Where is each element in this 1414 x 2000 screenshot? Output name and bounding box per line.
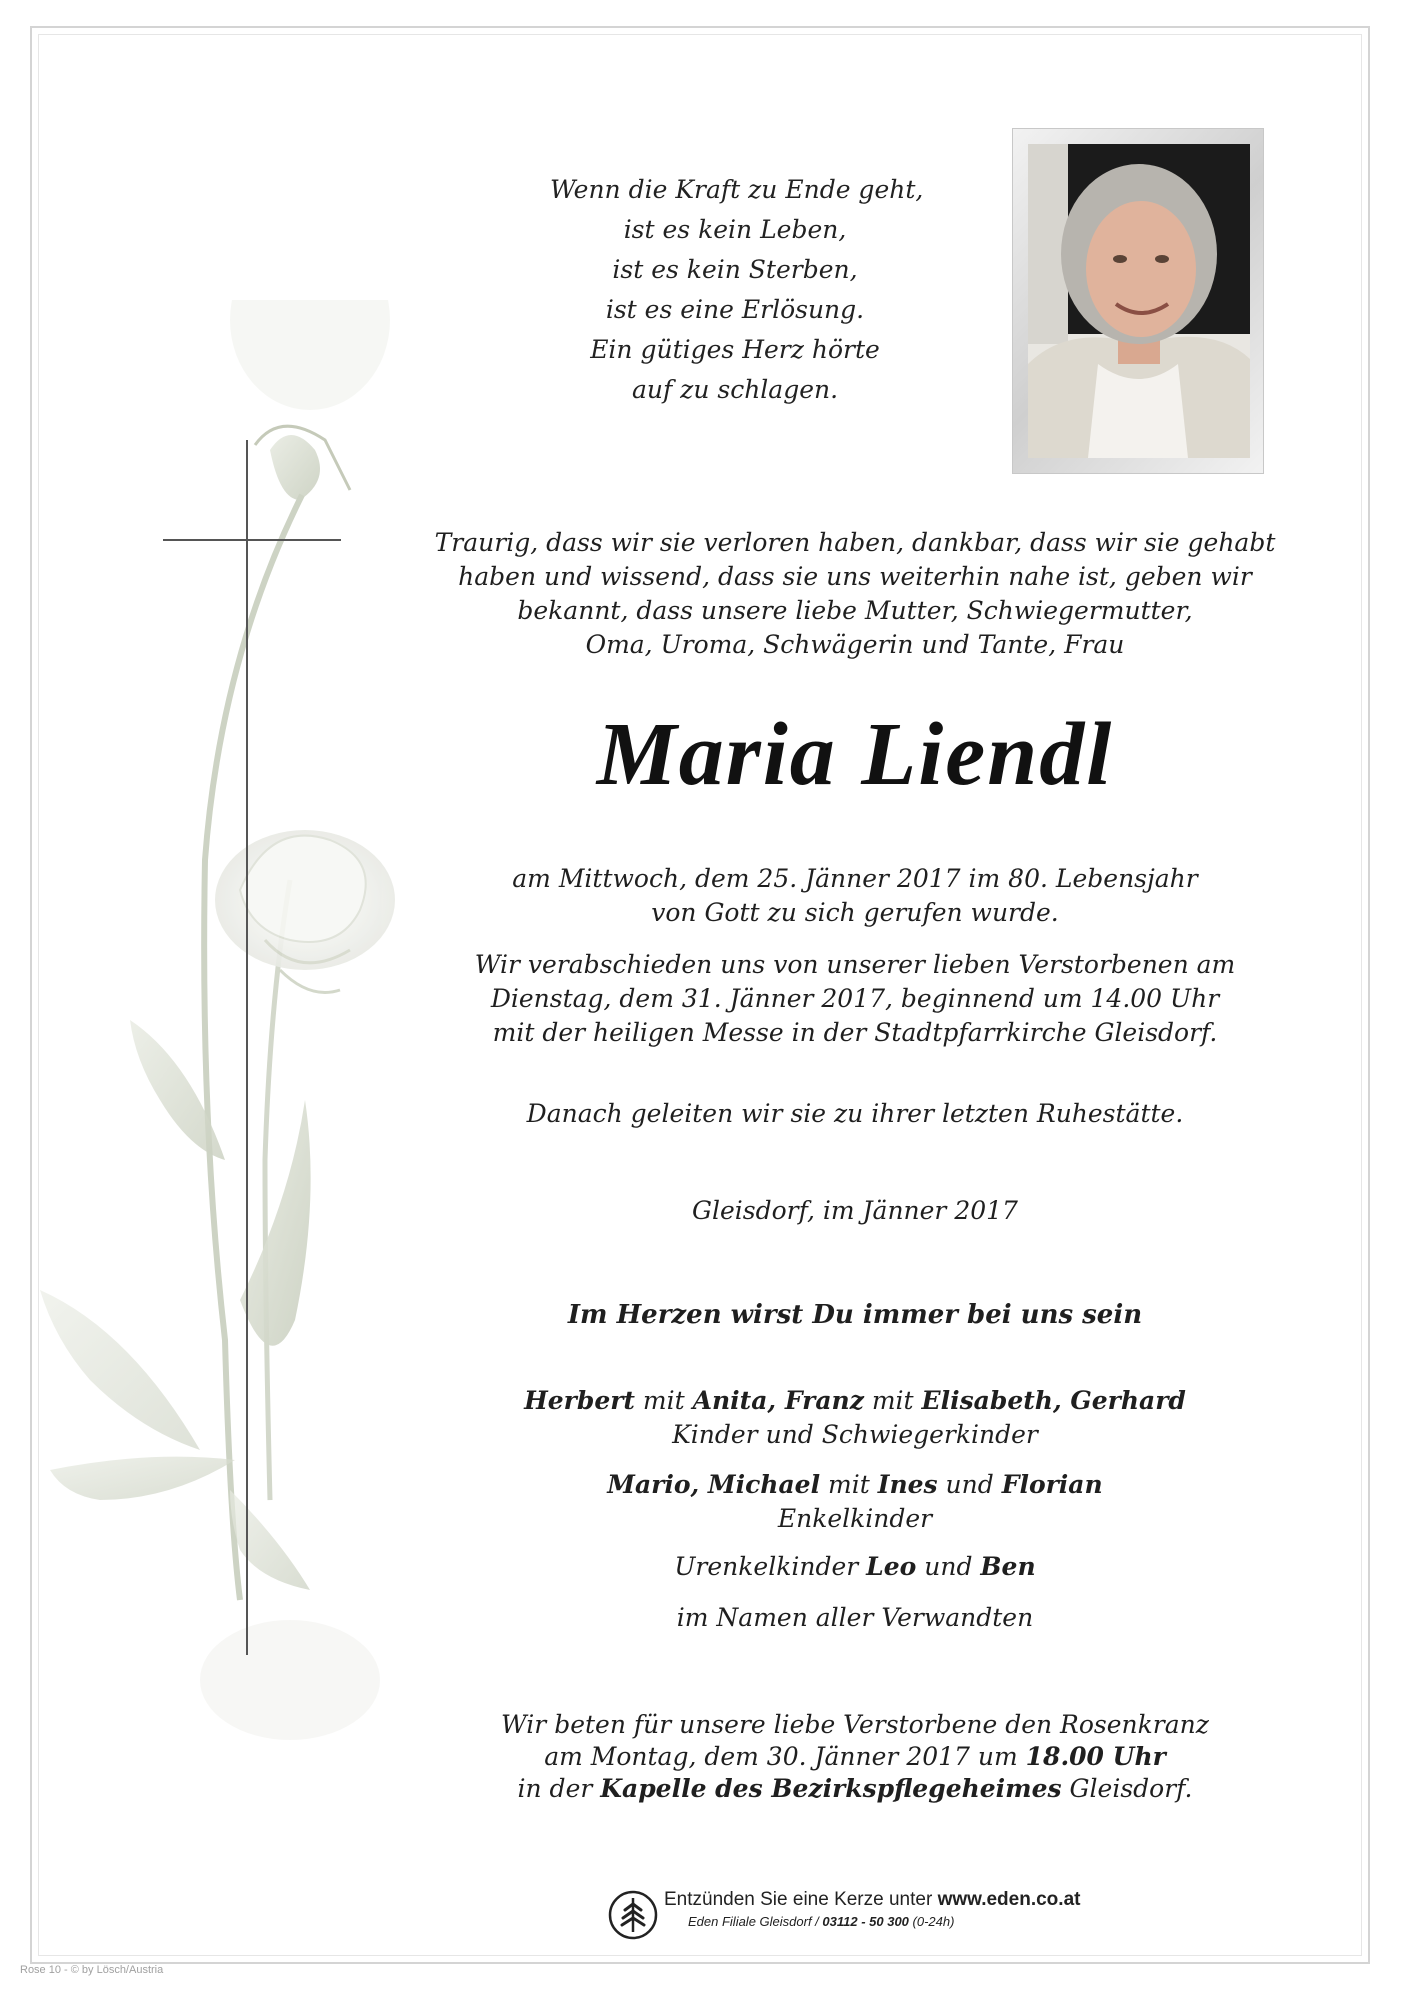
family-name: Herbert: [524, 1386, 635, 1415]
family-name: Anita, Franz: [692, 1386, 864, 1415]
service-line: mit der heiligen Messe in der Stadtpfarrkirche Gleisdorf.: [492, 1018, 1218, 1047]
poem-line: auf zu schlagen.: [631, 375, 839, 404]
service-info: [400, 948, 1310, 1050]
family-name: Elisabeth, Gerhard: [921, 1386, 1186, 1415]
poem-line: ist es kein Sterben,: [612, 255, 858, 284]
intro-line: haben und wissend, dass sie uns weiterhin nahe ist, geben wir: [458, 562, 1252, 591]
death-line: von Gott zu sich gerufen wurde.: [651, 898, 1059, 927]
family-name: Florian: [1001, 1470, 1103, 1499]
family-role: Enkelkinder: [777, 1504, 933, 1533]
intro-line: bekannt, dass unsere liebe Mutter, Schwiegermutter,: [517, 596, 1193, 625]
poem-line: Ein gütiges Herz hörte: [590, 335, 880, 364]
service-line: Wir verabschieden uns von unserer lieben Verstorbenen am: [474, 950, 1236, 979]
intro-text: [400, 526, 1310, 662]
family-grandchildren: Mario, Michael mit Ines und Florian Enkelkinder: [400, 1468, 1310, 1536]
family-name: Leo: [866, 1552, 917, 1581]
burial-note: Danach geleiten wir sie zu ihrer letzten Ruhestätte.: [526, 1099, 1184, 1128]
poem-line: Wenn die Kraft zu Ende geht,: [550, 175, 924, 204]
family-children: Herbert mit Anita, Franz mit Elisabeth, Gerhard Kinder und Schwiegerkinder: [400, 1384, 1310, 1452]
rose-flower-icon: [40, 300, 420, 1780]
family-relatives: im Namen aller Verwandten: [676, 1603, 1034, 1632]
phone-number: 03112 - 50 300: [822, 1914, 909, 1929]
copyright: Rose 10 - © by Lösch/Austria: [20, 1964, 164, 1976]
deceased-name: Maria Liendl: [596, 705, 1114, 804]
poem-line: ist es eine Erlösung.: [605, 295, 865, 324]
footer: Entzünden Sie eine Kerze unter www.eden.co.at Eden Filiale Gleisdorf / 03112 - 50 300 (0-24h): [664, 1889, 1081, 1929]
intro-line: Traurig, dass wir sie verloren haben, dankbar, dass wir sie gehabt: [434, 528, 1276, 557]
motto: Im Herzen wirst Du immer bei uns sein: [567, 1300, 1143, 1330]
family-name: Ben: [980, 1552, 1036, 1581]
website-link[interactable]: www.eden.co.at: [937, 1889, 1081, 1910]
intro-line: Oma, Uroma, Schwägerin und Tante, Frau: [585, 630, 1125, 659]
poem-line: ist es kein Leben,: [623, 215, 847, 244]
family-name: Mario, Michael: [607, 1470, 821, 1499]
poem: [550, 170, 924, 410]
rosary-info: Wir beten für unsere liebe Verstorbene den Rosenkranz am Montag, dem 30. Jänner 2017 um 18.00 Uhr in der Kapelle des Bezirkspflegeheimes Gleisdorf.: [501, 1710, 1209, 1803]
family-great-grandchildren: Urenkelkinder Leo und Ben: [674, 1552, 1036, 1581]
portrait-photo: [1028, 144, 1250, 458]
death-line: am Mittwoch, dem 25. Jänner 2017 im 80. Lebensjahr: [512, 864, 1198, 893]
family-role: Kinder und Schwiegerkinder: [672, 1420, 1038, 1449]
cross-icon: [246, 440, 248, 1655]
service-line: Dienstag, dem 31. Jänner 2017, beginnend um 14.00 Uhr: [490, 984, 1220, 1013]
death-notice: [400, 862, 1310, 930]
tree-icon: [608, 1890, 658, 1940]
portrait-frame: [1012, 128, 1264, 474]
place-date: Gleisdorf, im Jänner 2017: [692, 1196, 1018, 1225]
cross-bar: [163, 539, 341, 541]
family-name: Ines: [877, 1470, 938, 1499]
